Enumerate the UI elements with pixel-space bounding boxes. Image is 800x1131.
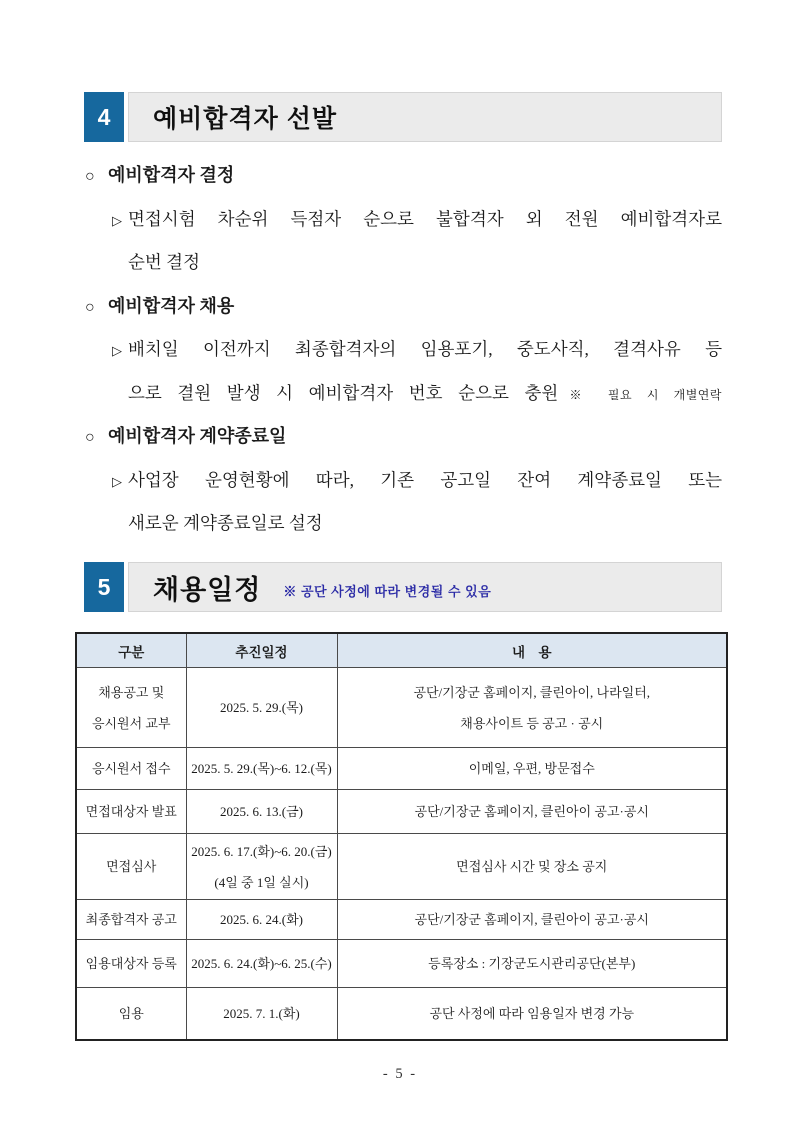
cell-date: 2025. 7. 1.(화) [223,1005,300,1021]
cell-content: 면접심사 시간 및 장소 공지 [456,859,608,874]
column-header-date: 추진일정 [186,633,337,668]
cell-date: 2025. 6. 17.(화)~6. 20.(금) [191,843,332,859]
table-row [76,668,727,748]
cell-date: 2025. 6. 24.(화) [220,912,303,927]
inline-note: ※ 필요 시 개별연락 [558,387,722,402]
sub-item-3-line-1 [85,459,722,503]
sub-item-2-line-2 [85,372,722,416]
sub-item-2-text-1: 배치일 이전까지 최종합격자의 임용포기, 중도사직, 결격사유 등 [128,339,722,359]
circle-bullet-icon: ○ [85,429,95,446]
cell-date: 2025. 5. 29.(목) [220,700,303,715]
triangle-bullet-icon: ▷ [112,473,122,489]
sub-item-2-text-2: 으로 결원 발생 시 예비합격자 번호 순으로 충원 [128,382,559,403]
cell-category: 최종합격자 공고 [85,912,177,927]
cell-category: 면접대상자 발표 [85,804,177,819]
circle-bullet-icon: ○ [85,298,95,316]
triangle-bullet-icon: ▷ [112,343,122,358]
cell-date: 2025. 6. 13.(금) [220,804,303,819]
cell-category: 임용 [118,1005,144,1021]
bullet-heading-3-text: 예비합격자 계약종료일 [108,426,287,446]
cell-content: 공단/기장군 홈페이지, 클린아이 공고·공시 [414,804,649,819]
cell-content: 이메일, 우편, 방문접수 [468,761,595,776]
cell-content: 공단/기장군 홈페이지, 클린아이, 나라일터, [413,684,651,700]
table-row [76,988,727,1040]
table-header-row [76,633,727,668]
cell-category: 응시원서 접수 [91,761,171,776]
sub-item-2-line-1 [85,328,722,372]
section5-title: 채용일정 [153,574,262,605]
triangle-bullet-icon: ▷ [112,212,122,228]
section5-number-box: 5 [84,562,124,612]
section4-header [84,92,722,142]
page-number: - 5 - [382,1066,418,1082]
table-row [76,834,727,900]
sub-item-3-text-1: 사업장 운영현황에 따라, 기존 공고일 잔여 계약종료일 또는 [128,469,722,490]
cell-content: 등록장소 : 기장군도시관리공단(본부) [428,956,636,971]
section5-header [84,562,722,612]
bullet-heading-2 [85,285,722,329]
cell-date: (4일 중 1일 실시) [214,874,309,890]
sub-item-1-text-1: 면접시험 차순위 득점자 순으로 불합격자 외 전원 예비합격자로 [128,208,722,229]
sub-item-1-line-2: 순번 결정 [128,252,200,272]
circle-bullet-icon: ○ [85,168,95,185]
table-row [76,940,727,988]
table-row [76,748,727,790]
sub-item-3-line-2: 새로운 계약종료일로 설정 [128,513,323,533]
column-header-category: 구분 [76,633,186,668]
column-header-content: 내 용 [337,633,727,668]
section4-body [85,154,722,546]
table-row [76,900,727,940]
bullet-heading-2-text: 예비합격자 채용 [108,295,235,316]
bullet-heading-1-text: 예비합격자 결정 [108,165,235,185]
cell-category: 임용대상자 등록 [85,956,177,971]
bullet-heading-1 [85,154,722,198]
cell-content: 공단 사정에 따라 임용일자 변경 가능 [429,1005,635,1021]
cell-content: 공단/기장군 홈페이지, 클린아이 공고·공시 [414,912,649,927]
bullet-heading-3 [85,415,722,459]
section4-number-box: 4 [84,92,124,142]
cell-category: 응시원서 교부 [91,715,171,731]
cell-category: 채용공고 및 [98,684,165,700]
section5-change-note: ※ 공단 사정에 따라 변경될 수 있음 [283,583,492,599]
cell-date: 2025. 5. 29.(목)~6. 12.(목) [191,761,332,776]
cell-category: 면접심사 [106,859,157,874]
sub-item-1-line-1 [85,198,722,242]
table-row [76,790,727,834]
section4-title: 예비합격자 선발 [153,105,337,133]
schedule-table [75,632,728,1041]
cell-date: 2025. 6. 24.(화)~6. 25.(수) [191,956,332,971]
section4-title-banner [128,92,722,142]
section5-title-banner [128,562,722,612]
cell-content: 채용사이트 등 공고 · 공시 [460,715,604,731]
